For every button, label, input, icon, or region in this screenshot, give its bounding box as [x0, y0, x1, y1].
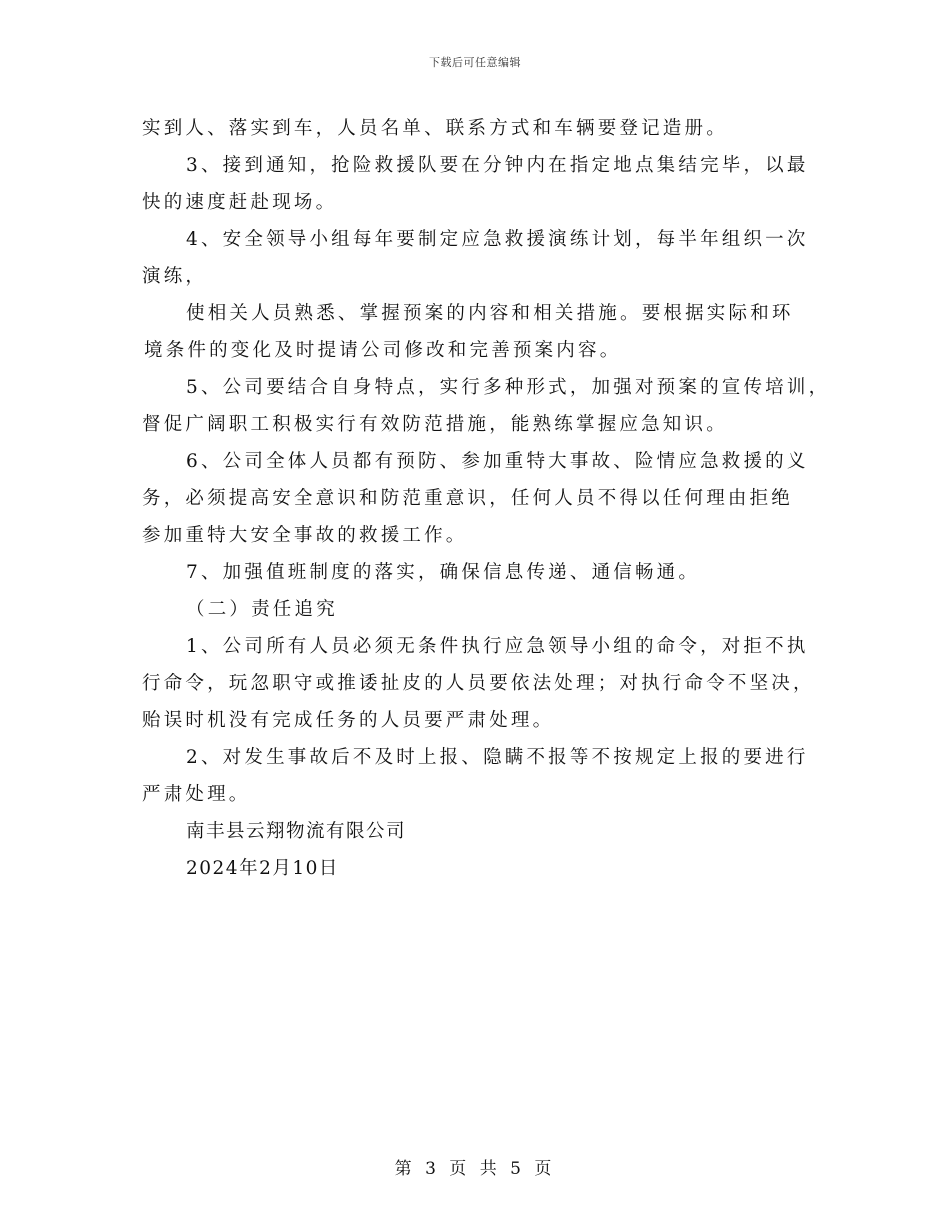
- paragraph-line: 1、公司所有人员必须无条件执行应急领导小组的命令，对拒不执: [186, 636, 809, 657]
- paragraph-line: 使相关人员熟悉、掌握预案的内容和相关措施。要根据实际和环: [186, 303, 794, 324]
- paragraph-line: 严肃处理。: [142, 784, 251, 805]
- paragraph-line: 7、加强值班制度的落实，确保信息传递、通信畅通。: [186, 562, 701, 583]
- paragraph-line: 境条件的变化及时提请公司修改和完善预案内容。: [144, 340, 622, 361]
- section-heading: （二）责任追究: [186, 599, 338, 620]
- paragraph-line: 2、对发生事故后不及时上报、隐瞒不报等不按规定上报的要进行: [186, 747, 809, 768]
- paragraph-line: 参加重特大安全事故的救援工作。: [142, 525, 468, 546]
- paragraph-line: 5、公司要结合自身特点，实行多种形式，加强对预案的宣传培训，: [186, 377, 831, 398]
- paragraph-line: 3、接到通知，抢险救援队要在分钟内在指定地点集结完毕，以最: [186, 155, 809, 176]
- document-date: 2024年2月10日: [186, 858, 339, 879]
- paragraph-line: 务，必须提高安全意识和防范重意识，任何人员不得以任何理由拒绝: [142, 488, 794, 509]
- paragraph-line: 演练，: [142, 266, 208, 287]
- paragraph-line: 督促广阔职工积极实行有效防范措施，能熟练掌握应急知识。: [142, 414, 728, 435]
- paragraph-line: 6、公司全体人员都有预防、参加重特大事故、险情应急救援的义: [186, 451, 809, 472]
- company-signature: 南丰县云翔物流有限公司: [186, 821, 407, 842]
- page-number: 第 3 页 共 5 页: [394, 1159, 556, 1179]
- page-header: 下载后可任意编辑: [429, 56, 521, 69]
- paragraph-line: 行命令，玩忽职守或推诿扯皮的人员要依法处理；对执行命令不坚决，: [142, 673, 815, 694]
- document-body: [142, 110, 831, 887]
- paragraph-line: 贻误时机没有完成任务的人员要严肃处理。: [142, 710, 555, 731]
- paragraph-line: 4、安全领导小组每年要制定应急救援演练计划，每半年组织一次: [186, 229, 809, 250]
- paragraph-line: 快的速度赶赴现场。: [142, 192, 338, 213]
- paragraph-line: 实到人、落实到车，人员名单、联系方式和车辆要登记造册。: [142, 118, 728, 139]
